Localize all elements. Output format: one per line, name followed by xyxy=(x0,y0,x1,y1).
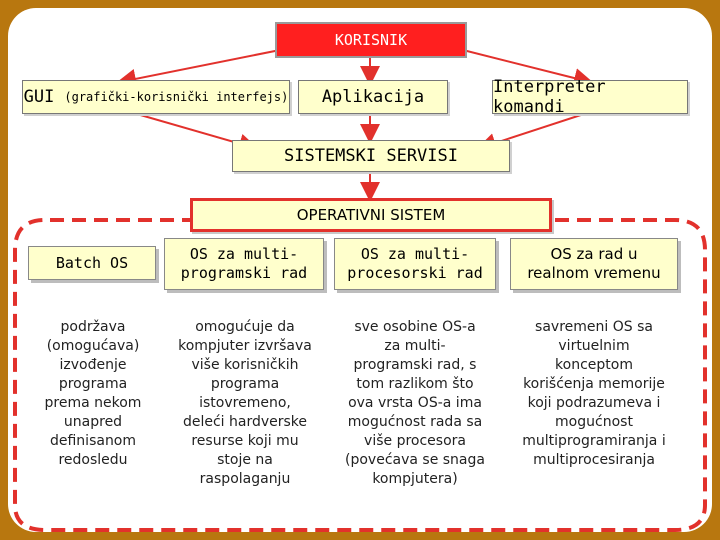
column-header-multiprocesorski: OS za multi- procesorski rad xyxy=(334,238,496,290)
servisi-label: SISTEMSKI SERVISI xyxy=(284,146,458,166)
column-text-batch: podržava (omogućava) izvođenje programa prema nekom unapred definisanom redosledu xyxy=(44,319,142,468)
operativni-sistem-label: OPERATIVNI SISTEM xyxy=(296,206,446,224)
arrow-korisnik-gui xyxy=(120,48,290,82)
servisi-box xyxy=(232,140,510,172)
korisnik-label: KORISNIK xyxy=(334,31,408,49)
operativni-sistem-box xyxy=(190,198,552,232)
korisnik-box xyxy=(275,22,467,58)
column-header-realno-vreme: OS za rad u realnom vremenu xyxy=(510,238,678,290)
gui-sub-label: (grafički-korisnički interfejs) xyxy=(64,90,289,104)
column-text-multiprocesorski: sve osobine OS-a za multi- programski rad, s tom razlikom što ova vrsta OS-a ima mogućnost rada sa više procesora (povećava se snaga kompjutera) xyxy=(345,319,485,487)
gui-box xyxy=(22,80,290,114)
gui-label: GUI xyxy=(23,87,55,107)
aplikacija-label: Aplikacija xyxy=(321,87,425,107)
aplikacija-box xyxy=(298,80,448,114)
interpreter-box xyxy=(492,77,688,117)
column-header-multiprogramski: OS za multi- programski rad xyxy=(164,238,324,290)
column-header-batch: Batch OS xyxy=(28,246,156,280)
interpreter-label: Interpreter komandi xyxy=(493,77,606,117)
column-text-multiprogramski: omogućuje da kompjuter izvršava više korisničkih programa istovremeno, deleći hardverske resurse koji mu stoje na raspolaganju xyxy=(178,319,312,487)
column-text-realno-vreme: savremeni OS sa virtuelnim konceptom korišćenja memorije koji podrazumeva i mogućnost multiprogramiranja i multiprocesiranja xyxy=(522,319,666,468)
